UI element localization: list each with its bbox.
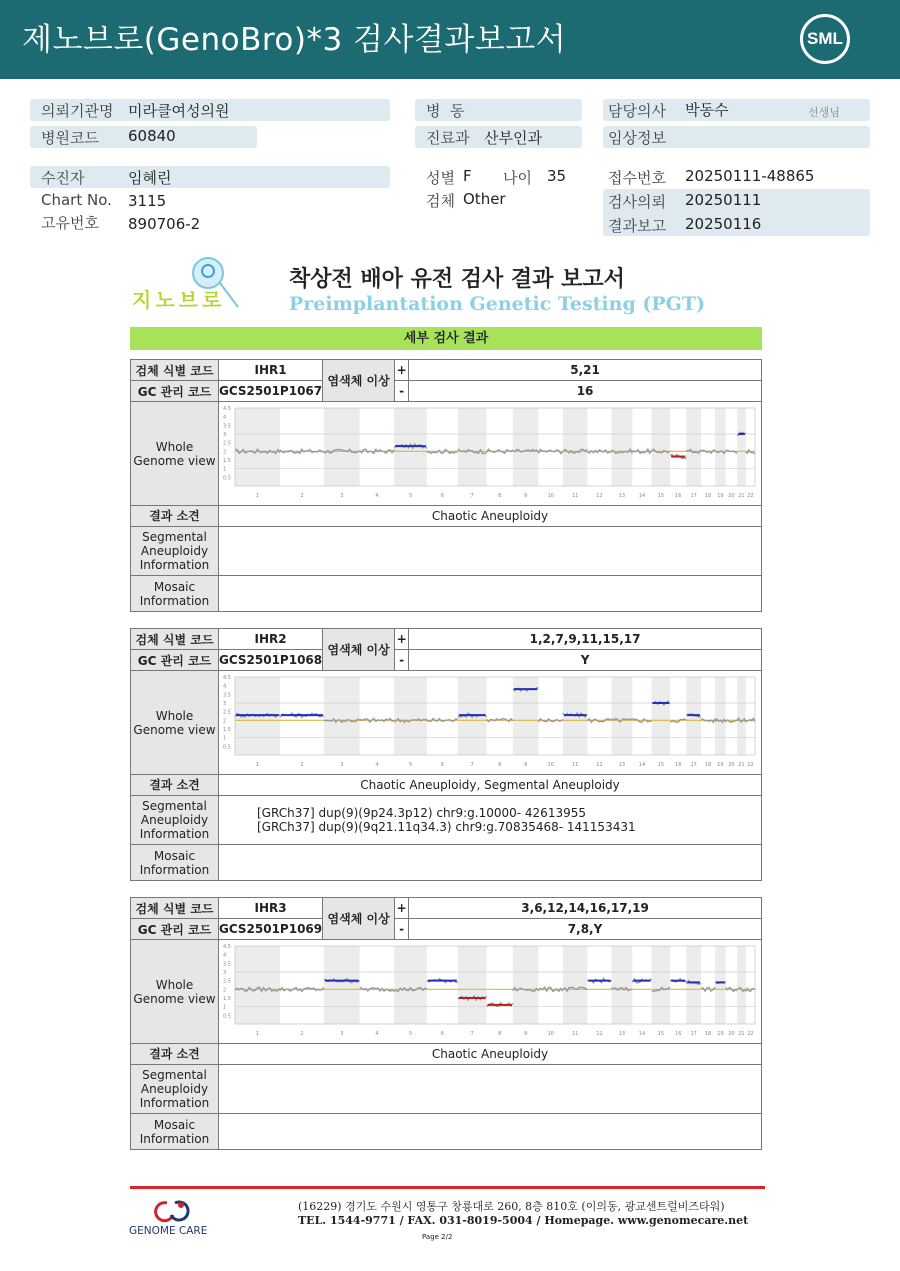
header-bar [0, 0, 900, 79]
x-tick-label: 15 [657, 762, 665, 768]
chromosome-band [458, 946, 487, 1024]
y-tick-label: 1 [223, 1004, 227, 1011]
x-tick-label: 10 [547, 762, 554, 768]
dept-value: 산부인과 [484, 129, 542, 147]
doctor-suffix: 선생님 [808, 106, 840, 119]
gc-code-label: GC 관리 코드 [131, 650, 219, 671]
x-tick-label: 4 [375, 493, 379, 499]
x-tick-label: 21 [738, 493, 745, 499]
x-tick-label: 20 [728, 493, 735, 499]
sample-table [130, 359, 762, 612]
clinical-label: 임상정보 [608, 129, 666, 147]
segmental-value [219, 527, 762, 576]
chromosome-band [235, 408, 280, 486]
report-date-label: 결과보고 [608, 217, 666, 235]
receipt-label: 접수번호 [608, 169, 666, 187]
patient-name-value: 임혜린 [128, 169, 172, 187]
institution-label: 의뢰기관명 [41, 102, 114, 120]
sample-table [130, 897, 762, 1150]
x-tick-label: 3 [340, 762, 344, 768]
x-tick-label: 5 [408, 1031, 413, 1037]
segmental-line-2: [GRCh37] dup(9)(9q21.11q34.3) chr9:g.70835468- 141153431 [257, 820, 636, 834]
abnormal-label: 염색체 이상 [323, 898, 395, 940]
y-tick-label: 2.5 [223, 978, 231, 985]
y-tick-label: 4 [223, 952, 227, 959]
mosaic-label: Mosaic Information [131, 845, 219, 881]
loss-chromosomes: 16 [409, 381, 762, 402]
chromosome-band [612, 946, 633, 1024]
x-tick-label: 13 [618, 493, 626, 499]
y-tick-label: 2.5 [223, 440, 231, 447]
x-tick-label: 3 [340, 493, 344, 499]
hospital-code-label: 병원코드 [41, 129, 99, 147]
request-label: 검사의뢰 [608, 193, 666, 211]
mosaic-value [219, 1114, 762, 1150]
x-tick-label: 14 [638, 493, 646, 499]
y-tick-label: 1 [223, 466, 227, 473]
patient-name-label: 수진자 [41, 169, 85, 187]
sml-logo: SML [800, 14, 850, 64]
page-number: Page 2/2 [422, 1233, 453, 1241]
x-tick-label: 2 [300, 493, 304, 499]
y-tick-label: 1.5 [223, 996, 231, 1002]
genome-care-logo [129, 1197, 221, 1239]
sample-table [130, 628, 762, 881]
y-tick-label: 2 [223, 449, 227, 456]
y-tick-label: 0.5 [223, 475, 231, 482]
footer-address [298, 1200, 748, 1228]
age-label: 나이 [503, 169, 532, 187]
x-tick-label: 17 [690, 762, 697, 768]
chromosome-band [612, 677, 633, 755]
finding-value: Chaotic Aneuploidy [219, 506, 762, 527]
x-tick-label: 22 [747, 493, 754, 499]
report-title: 착상전 배아 유전 검사 결과 보고서 [289, 267, 625, 292]
genobro-logo [130, 255, 245, 315]
plus-sign: + [395, 629, 409, 650]
x-tick-label: 5 [408, 493, 413, 499]
x-tick-label: 21 [738, 762, 745, 768]
x-tick-label: 9 [524, 493, 528, 499]
x-tick-label: 15 [657, 1031, 665, 1037]
x-tick-label: 6 [440, 762, 444, 768]
specimen-label: 검체 [426, 192, 455, 210]
x-tick-label: 14 [638, 1031, 646, 1037]
sex-label: 성별 [426, 169, 455, 187]
chromosome-band [652, 677, 670, 755]
x-tick-label: 7 [470, 762, 474, 768]
x-tick-label: 21 [738, 1031, 745, 1037]
x-tick-label: 14 [638, 762, 646, 768]
y-tick-label: 3 [223, 432, 227, 438]
gc-code-value: GCS2501P1069 [219, 919, 323, 940]
y-tick-label: 3 [223, 970, 227, 976]
loss-chromosomes: Y [409, 650, 762, 671]
copy-number-trace [538, 719, 563, 722]
x-tick-label: 19 [717, 493, 724, 499]
x-tick-label: 5 [408, 762, 413, 768]
x-tick-label: 9 [524, 762, 528, 768]
finding-label: 결과 소견 [131, 506, 219, 527]
chromosome-band [394, 946, 427, 1024]
address-line: (16229) 경기도 수원시 영통구 창룡대로 260, 8층 810호 (이의동, 광교센트럴비즈타워) [298, 1200, 725, 1213]
x-tick-label: 16 [675, 493, 682, 499]
x-tick-label: 8 [498, 762, 502, 768]
segmental-label: Segmental Aneuploidy Information [131, 1065, 219, 1114]
whole-genome-label: Whole Genome view [131, 671, 219, 775]
x-tick-label: 12 [596, 762, 603, 768]
finding-label: 결과 소견 [131, 1044, 219, 1065]
chromosome-band [324, 408, 360, 486]
y-tick-label: 4 [223, 683, 227, 690]
gc-code-label: GC 관리 코드 [131, 919, 219, 940]
segmental-line-1: [GRCh37] dup(9)(9p24.3p12) chr9:g.10000- 42613955 [257, 806, 586, 820]
x-tick-label: 16 [675, 762, 682, 768]
report-date-value: 20250116 [685, 215, 762, 233]
mosaic-label: Mosaic Information [131, 576, 219, 612]
x-tick-label: 9 [524, 1031, 528, 1037]
gc-code-label: GC 관리 코드 [131, 381, 219, 402]
x-tick-label: 12 [596, 493, 603, 499]
plot-frame [235, 946, 755, 1024]
x-tick-label: 1 [255, 1031, 260, 1037]
chromosome-band [737, 946, 746, 1024]
x-tick-label: 12 [596, 1031, 603, 1037]
chromosome-band [513, 946, 538, 1024]
chromosome-band [394, 677, 427, 755]
y-tick-label: 3.5 [223, 961, 231, 968]
abnormal-label: 염색체 이상 [323, 360, 395, 402]
copy-number-trace [487, 719, 513, 722]
segmental-label: Segmental Aneuploidy Information [131, 527, 219, 576]
x-tick-label: 22 [747, 1031, 754, 1037]
specimen-code-value: IHR3 [219, 898, 323, 919]
institution-value: 미라클여성의원 [128, 102, 230, 120]
finding-value: Chaotic Aneuploidy, Segmental Aneuploidy [219, 775, 762, 796]
dept-label: 진료과 [426, 129, 470, 147]
gain-chromosomes: 5,21 [409, 360, 762, 381]
minus-sign: - [395, 650, 409, 671]
segmental-label: Segmental Aneuploidy Information [131, 796, 219, 845]
x-tick-label: 10 [547, 1031, 554, 1037]
minus-sign: - [395, 919, 409, 940]
x-tick-label: 6 [440, 1031, 444, 1037]
y-tick-label: 2 [223, 718, 227, 725]
chromosome-band [612, 408, 633, 486]
chromosome-band [513, 408, 538, 486]
x-tick-label: 18 [704, 1031, 712, 1037]
gain-chromosomes: 1,2,7,9,11,15,17 [409, 629, 762, 650]
mosaic-value [219, 845, 762, 881]
minus-sign: - [395, 381, 409, 402]
x-tick-label: 7 [470, 1031, 474, 1037]
copy-number-trace [726, 987, 737, 991]
segmental-value [219, 796, 762, 845]
x-tick-label: 1 [255, 493, 260, 499]
chromosome-band [563, 946, 587, 1024]
x-tick-label: 20 [728, 1031, 735, 1037]
x-tick-label: 20 [728, 762, 735, 768]
y-tick-label: 3.5 [223, 423, 231, 430]
specimen-code-label: 검체 식별 코드 [131, 898, 219, 919]
x-tick-label: 18 [704, 493, 712, 499]
chromosome-band [458, 408, 487, 486]
footer-divider [130, 1186, 765, 1189]
chromosome-band [563, 408, 587, 486]
x-tick-label: 4 [375, 762, 379, 768]
x-tick-label: 18 [704, 762, 712, 768]
specimen-value: Other [463, 190, 506, 208]
chromosome-band [737, 408, 746, 486]
whole-genome-label: Whole Genome view [131, 940, 219, 1044]
x-tick-label: 10 [547, 493, 554, 499]
plus-sign: + [395, 360, 409, 381]
receipt-value: 20250111-48865 [685, 167, 815, 185]
whole-genome-chart [219, 402, 761, 502]
whole-genome-cell [219, 402, 762, 506]
x-tick-label: 11 [571, 762, 579, 768]
y-tick-label: 1 [223, 735, 227, 742]
x-tick-label: 19 [717, 1031, 724, 1037]
x-tick-label: 8 [498, 493, 502, 499]
contact-line: TEL. 1544-9771 / FAX. 031-8019-5004 / Homepage. www.genomecare.net [298, 1214, 749, 1227]
x-tick-label: 3 [340, 1031, 344, 1037]
abnormal-label: 염색체 이상 [323, 629, 395, 671]
whole-genome-label: Whole Genome view [131, 402, 219, 506]
y-tick-label: 4.5 [223, 406, 231, 412]
chromosome-band [715, 408, 726, 486]
gain-chromosomes: 3,6,12,14,16,17,19 [409, 898, 762, 919]
chromosome-band [715, 946, 726, 1024]
request-value: 20250111 [685, 191, 762, 209]
chromosome-band [715, 677, 726, 755]
whole-genome-chart [219, 671, 761, 771]
x-tick-label: 17 [690, 493, 697, 499]
finding-label: 결과 소견 [131, 775, 219, 796]
segmental-value [219, 1065, 762, 1114]
x-tick-label: 4 [375, 1031, 379, 1037]
chart-no-value: 3115 [128, 192, 167, 210]
x-tick-label: 2 [300, 762, 304, 768]
sex-value: F [463, 167, 472, 185]
y-tick-label: 3 [223, 701, 227, 707]
y-tick-label: 4.5 [223, 944, 231, 950]
age-value: 35 [547, 167, 567, 185]
y-tick-label: 3.5 [223, 692, 231, 699]
specimen-code-label: 검체 식별 코드 [131, 360, 219, 381]
y-tick-label: 1.5 [223, 458, 231, 464]
loss-chromosomes: 7,8,Y [409, 919, 762, 940]
uid-label: 고유번호 [41, 214, 99, 232]
specimen-code-label: 검체 식별 코드 [131, 629, 219, 650]
specimen-code-value: IHR1 [219, 360, 323, 381]
genobro-logo-text: 지노브로 [132, 288, 226, 312]
uid-value: 890706-2 [128, 215, 201, 233]
chromosome-band [686, 946, 701, 1024]
mosaic-label: Mosaic Information [131, 1114, 219, 1150]
report-subtitle: Preimplantation Genetic Testing (PGT) [289, 293, 705, 315]
hospital-code-value: 60840 [128, 127, 176, 145]
copy-number-trace [487, 449, 513, 453]
document-title: 제노브로(GenoBro)*3 검사결과보고서 [22, 22, 567, 58]
y-tick-label: 0.5 [223, 744, 231, 751]
whole-genome-cell [219, 940, 762, 1044]
section-header: 세부 검사 결과 [130, 327, 762, 350]
chromosome-band [652, 946, 670, 1024]
x-tick-label: 13 [618, 1031, 626, 1037]
plot-frame [235, 408, 755, 486]
chromosome-band [737, 677, 746, 755]
gc-code-value: GCS2501P1068 [219, 650, 323, 671]
x-tick-label: 2 [300, 1031, 304, 1037]
genome-care-text: GENOME CARE [129, 1225, 208, 1237]
x-tick-label: 6 [440, 493, 444, 499]
chromosome-band [324, 946, 360, 1024]
x-tick-label: 22 [747, 762, 754, 768]
ward-label: 병 동 [426, 102, 465, 120]
chart-no-label: Chart No. [41, 191, 112, 209]
y-tick-label: 1.5 [223, 727, 231, 733]
x-tick-label: 7 [470, 493, 474, 499]
whole-genome-chart [219, 940, 761, 1040]
plus-sign: + [395, 898, 409, 919]
x-tick-label: 13 [618, 762, 626, 768]
y-tick-label: 2 [223, 987, 227, 994]
gc-code-value: GCS2501P1067 [219, 381, 323, 402]
x-tick-label: 15 [657, 493, 665, 499]
chromosome-band [652, 408, 670, 486]
finding-value: Chaotic Aneuploidy [219, 1044, 762, 1065]
specimen-code-value: IHR2 [219, 629, 323, 650]
chromosome-band [235, 946, 280, 1024]
y-tick-label: 4.5 [223, 675, 231, 681]
doctor-label: 담당의사 [608, 102, 666, 120]
x-tick-label: 11 [571, 493, 579, 499]
y-tick-label: 4 [223, 414, 227, 421]
y-tick-label: 0.5 [223, 1013, 231, 1020]
y-tick-label: 2.5 [223, 709, 231, 716]
chromosome-band [686, 408, 701, 486]
x-tick-label: 1 [255, 762, 260, 768]
x-tick-label: 16 [675, 1031, 682, 1037]
x-tick-label: 8 [498, 1031, 502, 1037]
x-tick-label: 11 [571, 1031, 579, 1037]
x-tick-label: 19 [717, 762, 724, 768]
x-tick-label: 17 [690, 1031, 697, 1037]
whole-genome-cell [219, 671, 762, 775]
mosaic-value [219, 576, 762, 612]
chromosome-band [324, 677, 360, 755]
doctor-value: 박동수 [685, 101, 729, 119]
